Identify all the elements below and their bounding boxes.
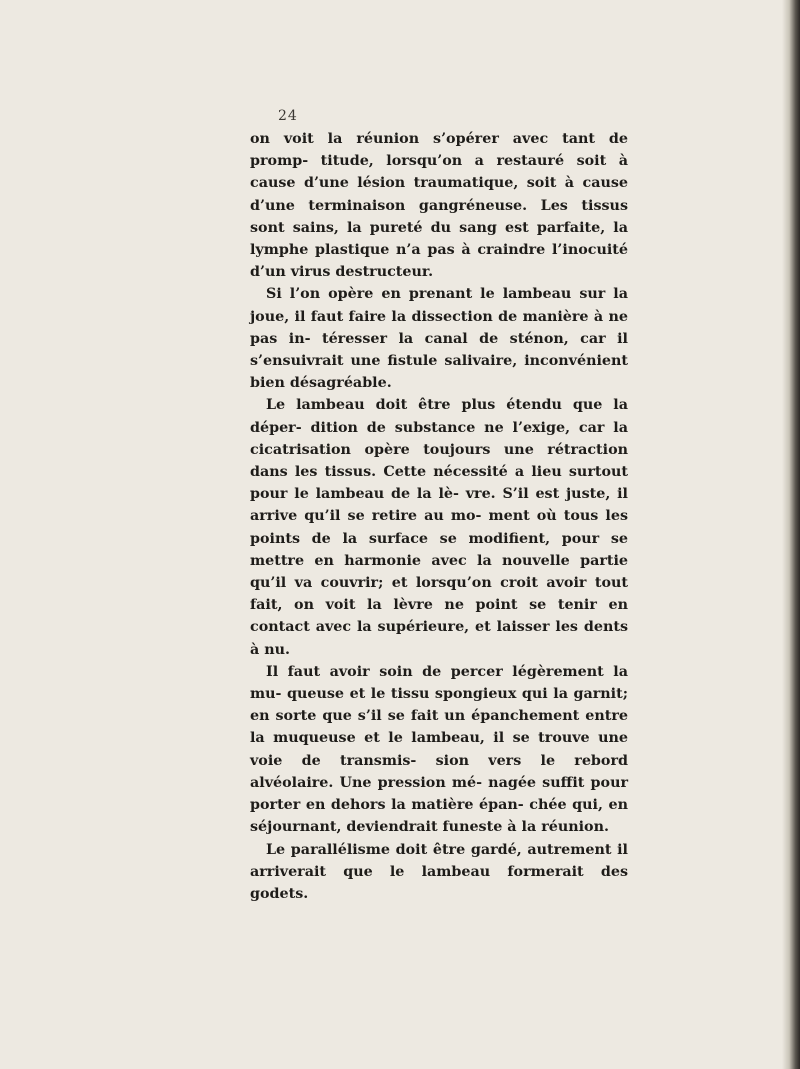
body-text [250, 128, 628, 905]
paragraph-3: Le lambeau doit être plus étendu que la déper- dition de substance ne l’exige, car la cicatrisation opère toujours une rétraction dans les tissus. Cette nécessité a lieu surtout pour le lambeau de la lè- vre. S’il est juste, il arrive qu’il se retire au mo- ment où tous les points de la surface se modifient, pour se mettre en harmonie avec la nouvelle partie qu’il va couvrir; et lorsqu’on croit avoir tout fait, on voit la lèvre ne point se tenir en contact avec la supérieure, et laisser les dents à nu. [250, 397, 628, 658]
page-number: 24 [278, 108, 298, 124]
paragraph-1: on voit la réunion s’opérer avec tant de promp- titude, lorsqu’on a restauré soit à cause d’une lésion traumatique, soit à cause d’une terminaison gangréneuse. Les tissus sont sains, la pureté du sang est parfaite, la lymphe plastique n’a pas à craindre l’inocuité d’un virus destructeur. [250, 131, 628, 281]
paragraph-5: Le parallélisme doit être gardé, autrement il arriverait que le lambeau formerait des godets. [250, 841, 628, 902]
paragraph-4: Il faut avoir soin de percer légèrement la mu- queuse et le tissu spongieux qui la garnit; en sorte que s’il se fait un épanchement entre la muqueuse et le lambeau, il se trouve une voie de transmis- sion vers le rebord alvéolaire. Une pression mé- nagée suffit pour porter en dehors la matière épan- chée qui, en séjournant, deviendrait funeste à la réunion. [250, 663, 628, 836]
paragraph-2: Si l’on opère en prenant le lambeau sur la joue, il faut faire la dissection de manière à ne pas in- téresser la canal de sténon, car il s’ensuivrait une fistule salivaire, inconvénient bien désagréable. [250, 286, 628, 392]
page-edge-shadow [782, 0, 800, 1069]
